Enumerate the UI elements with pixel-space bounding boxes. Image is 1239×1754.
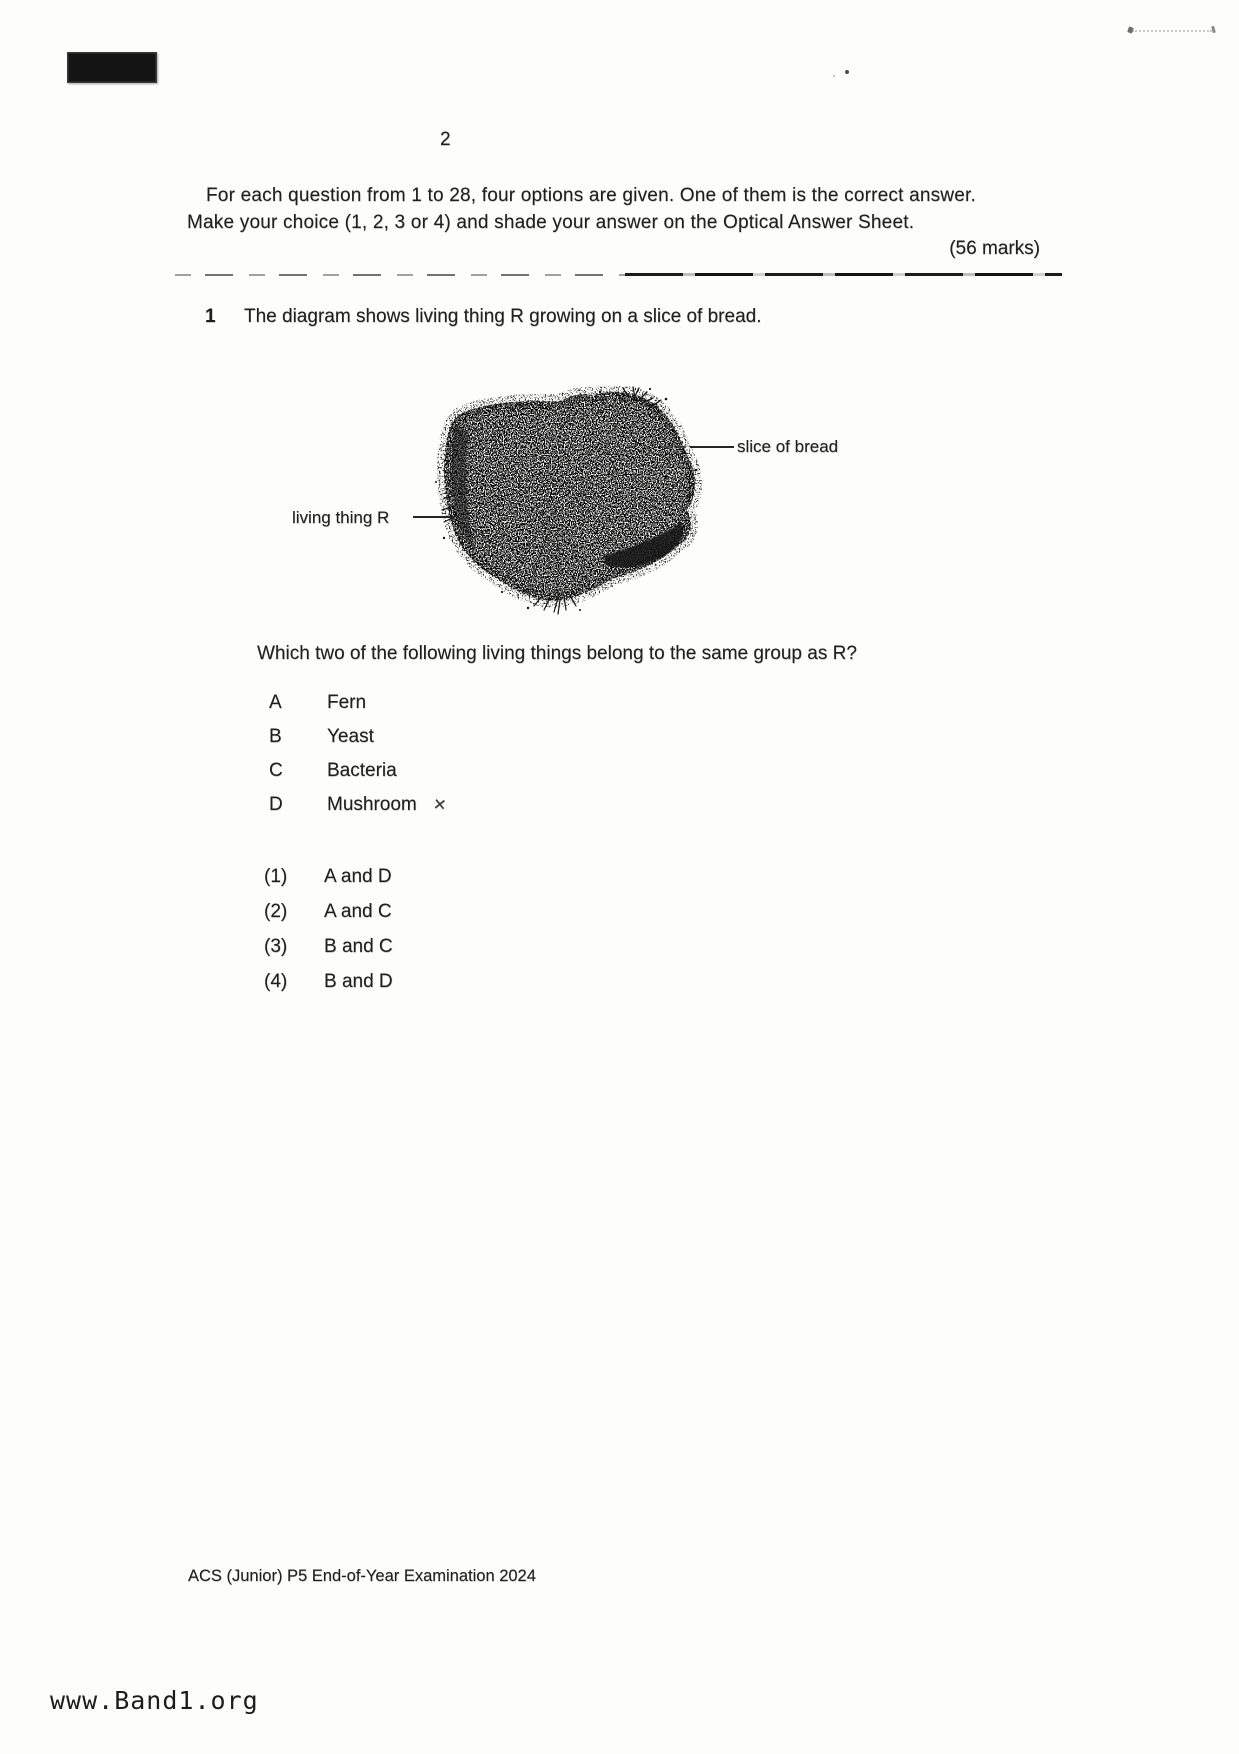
label-living-thing-r: living thing R: [292, 508, 390, 527]
leader-line-slice-of-bread: [662, 446, 734, 448]
answer-choice-2: [264, 901, 392, 923]
mold-on-bread-diagram: [408, 386, 708, 618]
choice-text: A and C: [324, 901, 392, 922]
choice-number: (1): [264, 866, 288, 887]
pen-scratch-mark: [1132, 30, 1212, 40]
question-number: 1: [205, 306, 216, 327]
option-letter: C: [269, 760, 283, 781]
option-letter: D: [269, 794, 283, 815]
redacted-school-stamp: [67, 52, 157, 83]
question-stem: The diagram shows living thing R growing on a slice of bread.: [244, 306, 762, 327]
instructions-line-2: Make your choice (1, 2, 3 or 4) and shade your answer on the Optical Answer Sheet.: [187, 212, 915, 233]
option-text: Yeast: [327, 726, 374, 747]
answer-choice-3: [264, 936, 393, 958]
choice-text: B and D: [324, 971, 393, 992]
choice-number: (4): [264, 971, 288, 992]
option-text: Fern: [327, 692, 367, 713]
watermark-url: www.Band1.org: [50, 1686, 259, 1715]
scan-speck: [845, 70, 849, 74]
label-slice-of-bread: slice of bread: [737, 437, 839, 456]
handwritten-x-mark: ✕: [431, 796, 447, 815]
answer-choice-1: [264, 866, 392, 888]
choice-text: A and D: [324, 866, 392, 887]
page-number: 2: [440, 129, 451, 150]
choice-number: (3): [264, 936, 288, 957]
separator-line: [175, 273, 1062, 277]
option-letter: A: [269, 692, 282, 713]
marks-allocation: (56 marks): [949, 238, 1040, 259]
scratch-speck: [1211, 26, 1216, 34]
exam-footer: ACS (Junior) P5 End-of-Year Examination 2024: [188, 1567, 536, 1585]
option-text: Bacteria: [327, 760, 397, 781]
choice-number: (2): [264, 901, 288, 922]
option-letter: B: [269, 726, 282, 747]
leader-line-living-thing-r: [413, 516, 453, 518]
instructions-line-1: For each question from 1 to 28, four options are given. One of them is the correct answer.: [206, 185, 976, 206]
choice-text: B and C: [324, 936, 393, 957]
separator-dashes: [625, 273, 1062, 276]
question-prompt: Which two of the following living things belong to the same group as R?: [257, 643, 857, 664]
option-row-a: [269, 692, 366, 714]
option-row-b: [269, 726, 374, 748]
separator-dashes: [175, 274, 625, 276]
answer-choice-4: [264, 971, 393, 993]
scan-speck: [833, 75, 835, 77]
option-text: Mushroom: [327, 794, 417, 815]
scratch-speck: [1127, 26, 1134, 33]
option-row-c: [269, 760, 397, 782]
option-row-d: [269, 794, 446, 816]
